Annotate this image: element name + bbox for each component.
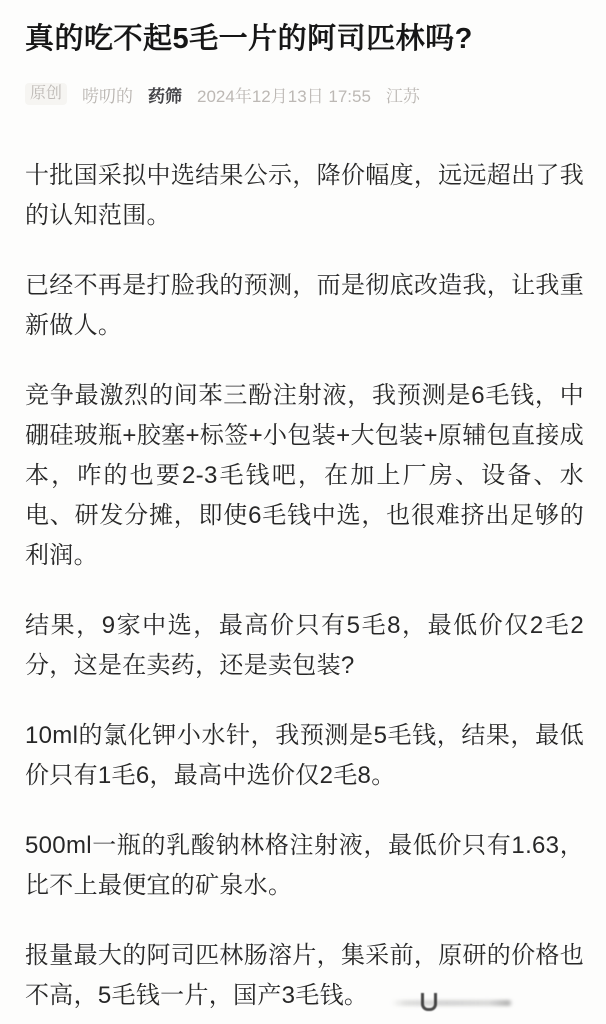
account-name-link[interactable]: 药筛 [148,86,183,106]
publish-datetime: 2024年12月13日 17:55 [197,86,371,106]
paragraph: 已经不再是打脸我的预测，而是彻底改造我，让我重新做人。 [25,272,584,339]
article-title: 真的吃不起5毛一片的阿司匹林吗? [25,23,473,55]
publish-location: 江苏 [385,86,420,106]
original-badge[interactable]: 原创 [25,83,67,105]
paragraph: 500ml一瓶的乳酸钠林格注射液，最低价只有1.63，比不上最便宜的矿泉水。 [25,832,584,899]
paragraph: 报量最大的阿司匹林肠溶片，集采前，原研的价格也不高，5毛钱一片，国产3毛钱。 [25,942,584,1009]
article-meta [25,82,584,106]
paragraph: 竞争最激烈的间苯三酚注射液，我预测是6毛钱，中硼硅玻瓶+胶塞+标签+小包装+大包装+原辅包直接成本，咋的也要2-3毛钱吧，在加上厂房、设备、水电、研发分摊，即使6毛钱中选，也很难挤出足够的利润。 [25,382,584,569]
paragraph: 结果，9家中选，最高价只有5毛8，最低价仅2毛2分，这是在卖药，还是卖包装? [25,612,584,679]
author-name[interactable]: 唠叨的 [82,86,134,106]
paragraph: 10ml的氯化钾小水针，我预测是5毛钱，结果，最低价只有1毛6，最高中选价仅2毛8。 [25,722,584,789]
article-body [25,156,584,1016]
paragraph: 十批国采拟中选结果公示，降价幅度，远远超出了我的认知范围。 [25,162,584,229]
